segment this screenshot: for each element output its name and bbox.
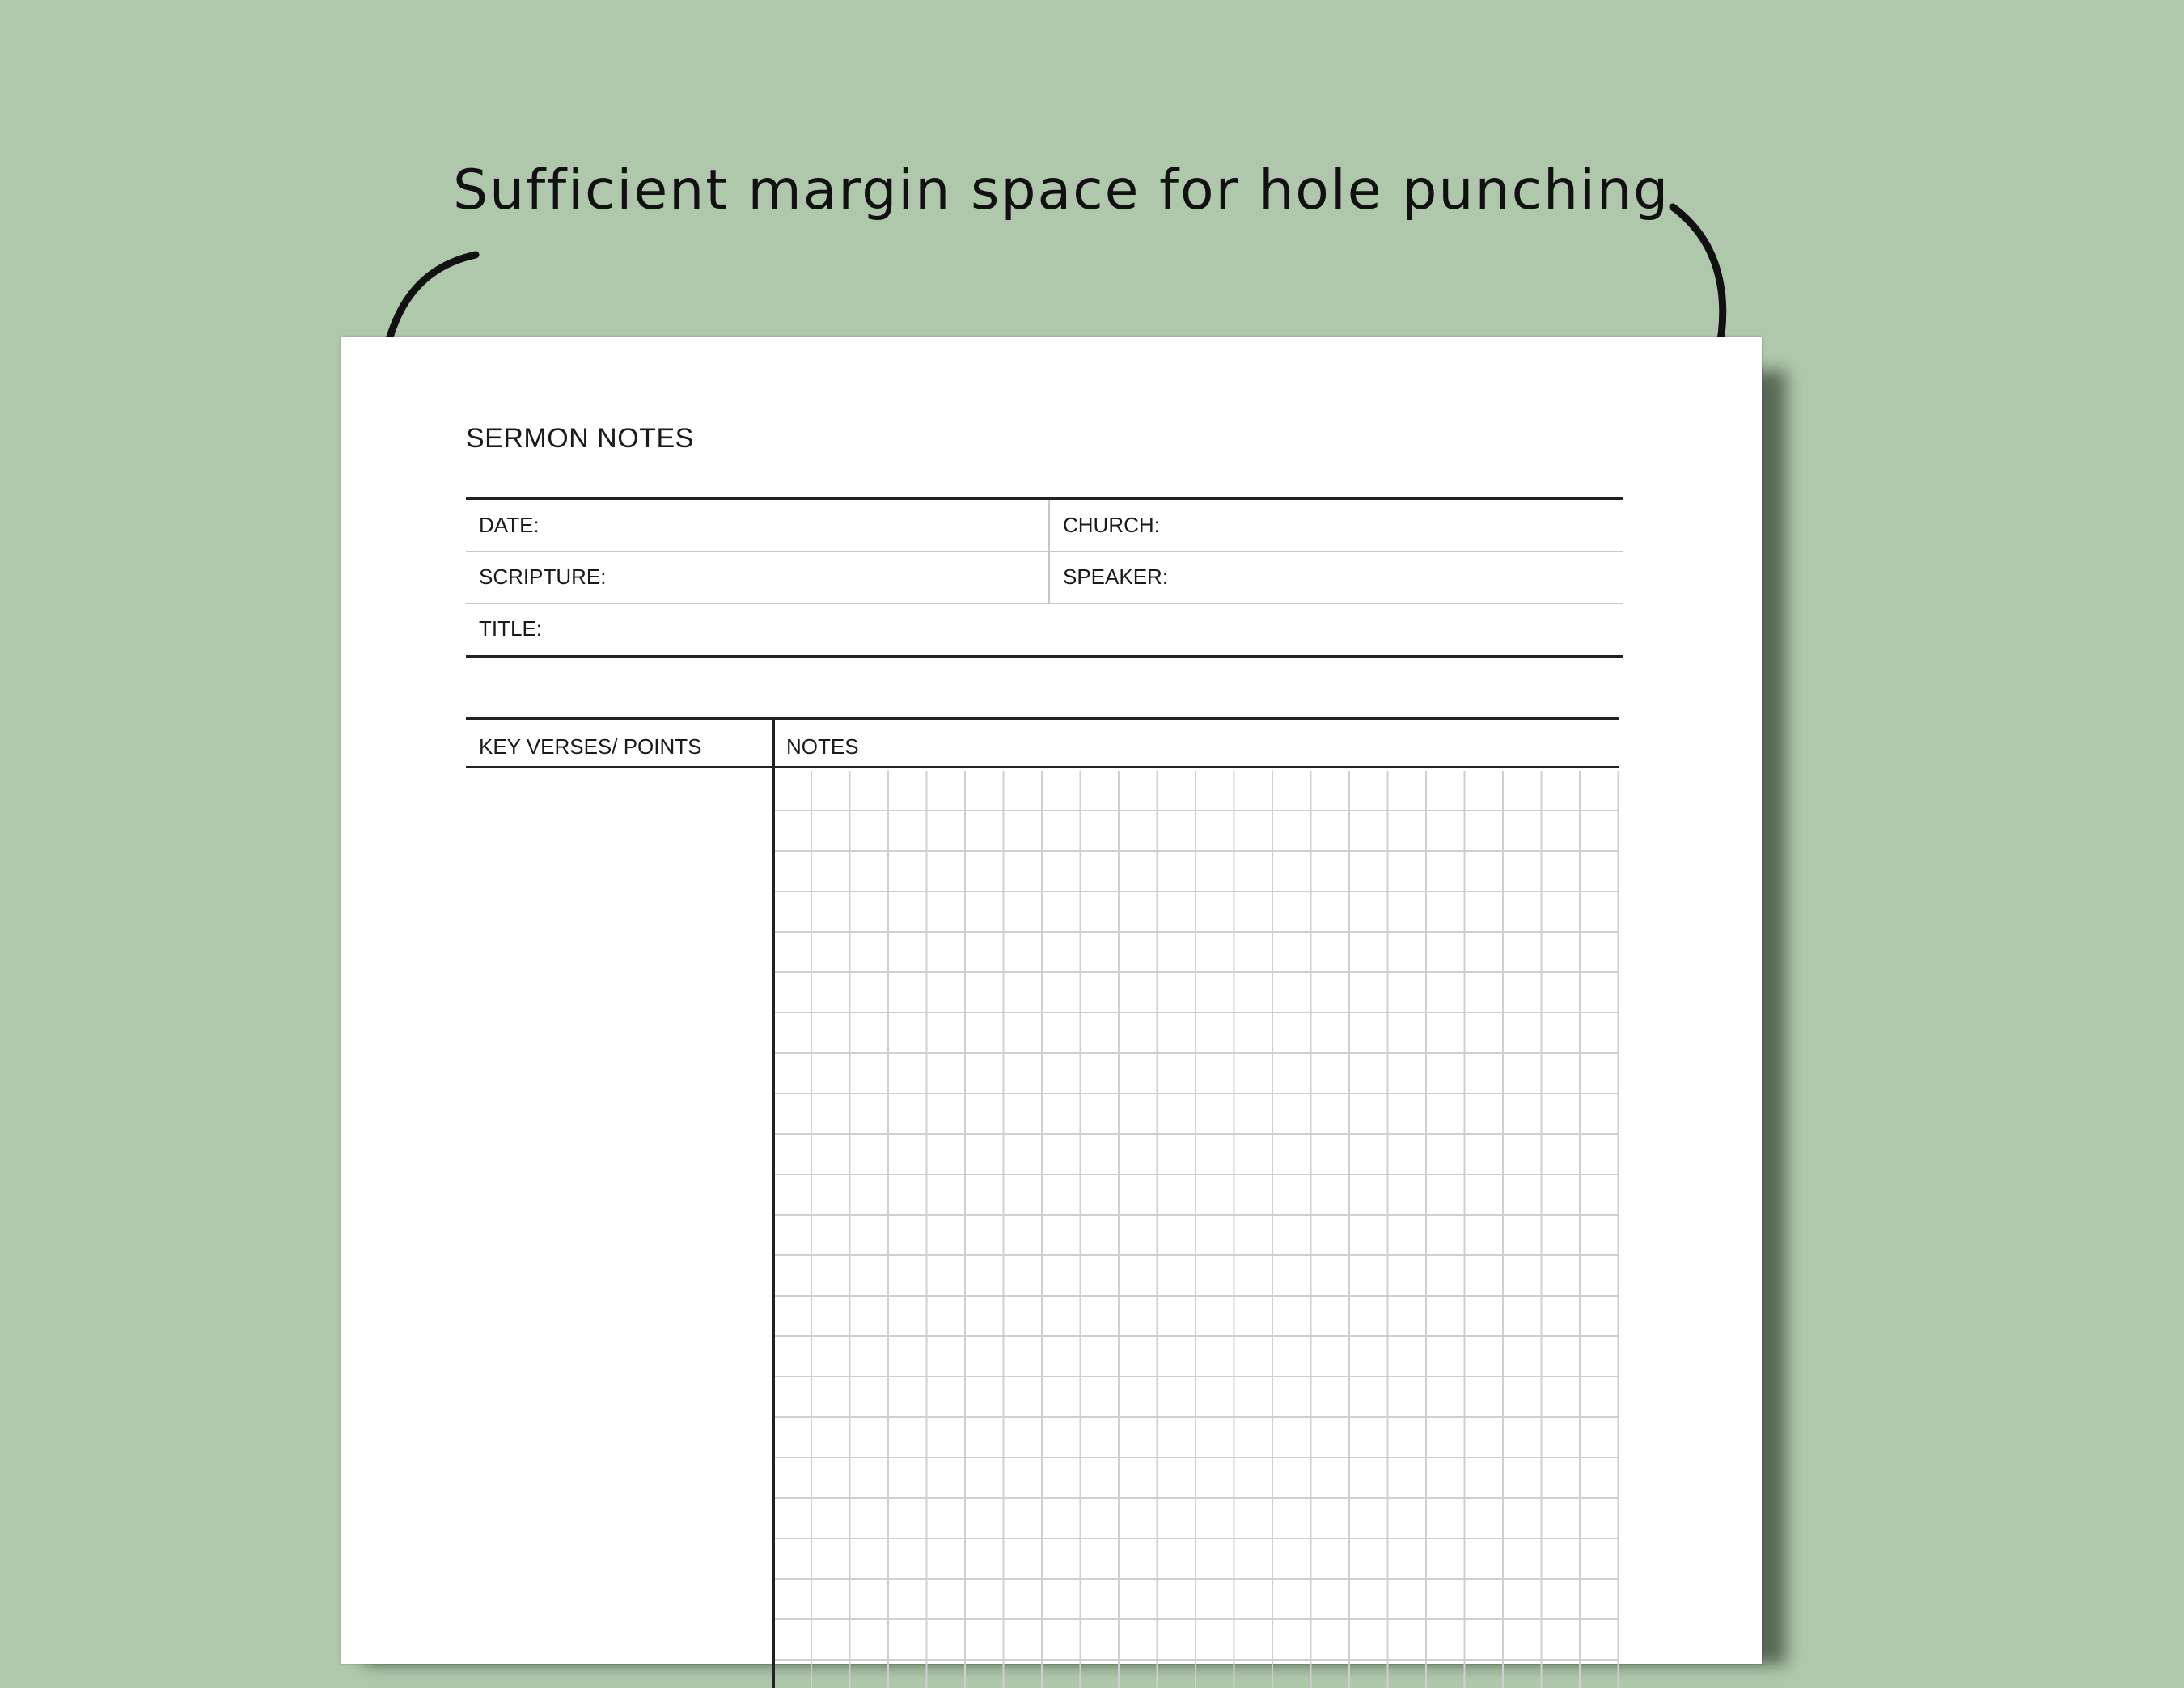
header-info-table (466, 497, 1623, 658)
key-verses-header: KEY VERSES/ POINTS (466, 717, 773, 768)
date-label: DATE: (466, 500, 1050, 551)
sheet-title: SERMON NOTES (466, 423, 694, 454)
margin-annotation: Sufficient margin space for hole punching (453, 159, 1670, 222)
info-row-date-church (466, 500, 1623, 552)
printable-sheet (341, 337, 1762, 1664)
speaker-label: SPEAKER: (1063, 565, 1169, 589)
title-label: TITLE: (479, 616, 543, 641)
scripture-label: SCRIPTURE: (466, 552, 1050, 603)
church-label: CHURCH: (1063, 513, 1160, 537)
notes-section (466, 717, 1619, 1688)
info-row-scripture-speaker (466, 552, 1623, 604)
notes-header: NOTES (773, 717, 1619, 768)
notes-grid (775, 771, 1619, 1688)
info-row-title (466, 603, 1623, 654)
